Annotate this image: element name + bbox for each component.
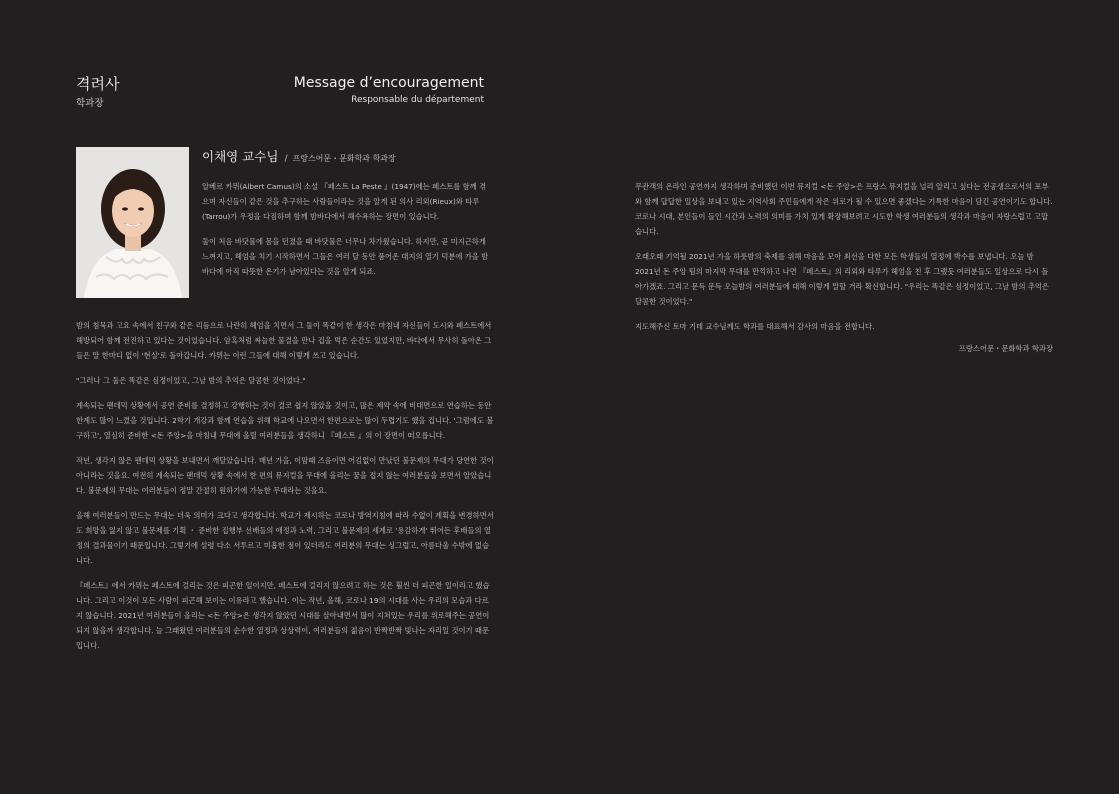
- paragraph: 무관객의 온라인 공연까지 생각하며 준비했던 이번 뮤지컬 <돈 주앙>은 프랑스 뮤지컬을 널리 알리고 싶다는 전공생으로서의 포부와 함께 답답한 일상을 보내고 있는 지역사회 주민들에게 작은 위로가 될 수 있으면 좋겠다는 기특한 마음이 담긴 공연이기도 합니다. 코로나 시대, 본인들이 들인 시간과 노력의 의미를 가치 있게 확장해보려고 시도한 학생 여러분들의 생각과 마음이 자랑스럽고 고맙습니다.: [635, 182, 1053, 236]
- section-title-french: Message d’encouragement: [293, 75, 484, 91]
- intro-text-block: [202, 179, 492, 289]
- paragraph: 밤의 침묵과 고요 속에서 친구와 같은 리듬으로 나란히 헤엄을 치면서 그 둘이 똑같이 한 생각은 마침내 자신들이 도시와 페스트에서 해방되어 함께 전진하고 있다는 것이었습니다. 암흑처럼 싸늘한 물결을 만나 겁을 먹은 순간도 있었지만, 바다에서 무사히 돌아온 그들은 말 한마디 없이 '현실'로 돌아갑니다. 카뮈는 이런 그들에 대해 이렇게 쓰고 있습니다.: [76, 321, 492, 360]
- portrait-illustration: [76, 147, 189, 298]
- author-name: 이채영 교수님: [202, 149, 279, 164]
- author-affiliation: 프랑스어문・문화학과 학과장: [292, 154, 396, 163]
- signature: 프랑스어문・문화학과 학과장: [958, 344, 1053, 353]
- section-subtitle-korean: 학과장: [76, 98, 104, 109]
- left-column-text: [76, 318, 494, 663]
- heading-separator: /: [284, 154, 288, 164]
- paragraph: 『페스트』에서 카뮈는 페스트에 걸리는 것은 피곤한 일이지만, 페스트에 걸리지 않으려고 하는 것은 훨씬 더 피곤한 일이라고 했습니다. 그리고 이것이 모든 사람이 피곤해 보이는 이유라고 했습니다. 이는 작년, 올해, 코로나 19의 시대를 사는 우리의 모습과 다르지 않습니다. 2021년 여러분들이 올리는 <돈 주앙>은 생각지 않았던 시대를 살아내면서 많이 지쳐있는 우리를 위로해주는 공연이 되지 않을까 생각합니다. 늘 그래왔던 여러분들의 순수한 열정과 상상력이, 여러분들의 젊음이 반짝반짝 빛나는 자리일 것이기 때문입니다.: [76, 581, 490, 650]
- quote-paragraph: "그러나 그 둘은 똑같은 심정이었고, 그날 밤의 추억은 달콤한 것이었다.": [76, 376, 306, 385]
- paragraph: 올해 여러분들이 만드는 무대는 더욱 의미가 크다고 생각합니다. 학교가 제시하는 코로나 방역지침에 따라 수없이 계획을 변경하면서도 희망을 잃지 않고 불문제를 기획 ・ 준비한 집행부 선배들의 애정과 노력, 그리고 불문제의 세계로 '용감하게' 뛰어든 후배들의 열정의 결과물이기 때문입니다. 그렇기에 설령 다소 서투르고 미흡한 점이 있더라도 여러분의 무대는 싱그럽고, 아름다울 수밖에 없습니다.: [76, 511, 494, 565]
- section-title-korean: 격려사: [76, 75, 120, 93]
- paragraph: 작년, 생각지 않은 팬데믹 상황을 보내면서 깨달았습니다. 매년 가을, 이맘때 즈음이면 어김없이 만났던 불문제의 무대가 당연한 것이 아니라는 것을요. 여전히 계속되는 팬데믹 상황 속에서 한 편의 뮤지컬을 무대에 올리는 꿈을 접지 않는 여러분들을 보면서 알았습니다. 불문제의 무대는 여러분들이 정말 간절히 원하기에 가능한 무대라는 것을요.: [76, 456, 494, 495]
- paragraph: 둘이 처음 바닷물에 몸을 던졌을 때 바닷물은 너무나 차가웠습니다. 하지만, 곧 미지근하게 느껴지고, 헤엄을 치기 시작하면서 그들은 여러 달 동안 품어온 대지의 열기 덕분에 가을 밤바다에 아직 따뜻한 온기가 남아있다는 것을 알게 되죠.: [202, 237, 489, 276]
- right-column-text: [635, 179, 1053, 354]
- author-portrait: [76, 147, 189, 298]
- section-subtitle-french: Responsable du département: [351, 95, 484, 105]
- paragraph: 계속되는 팬데믹 상황에서 공연 준비를 결정하고 강행하는 것이 결코 쉽지 않았을 것이고, 많은 제약 속에 비대면으로 연습하는 동안 한계도 많이 느꼈을 것입니다. 2학기 개강과 함께 연습을 위해 학교에 나오면서 한편으로는 많이 두렵기도 했을 겁니다. '그럼에도 불구하고', 열심히 준비한 <돈 주앙>을 마침내 무대에 올릴 여러분들을 생각하니 『페스트 』의 이 장면이 떠오릅니다.: [76, 401, 494, 440]
- author-heading: [202, 146, 396, 165]
- paragraph: 알베르 카뮈(Albert Camus)의 소설 『페스트 La Peste 』(1947)에는 페스트를 함께 겪으며 자신들이 같은 것을 추구하는 사람들이라는 것을 알게 된 의사 리외(Rieux)와 타루(Tarrou)가 우정을 다짐하며 함께 밤바다에서 해수욕하는 장면이 있습니다.: [202, 182, 487, 221]
- paragraph: 오래오래 기억될 2021년 가을 하룻밤의 축제를 위해 마음을 모아 최선을 다한 모든 학생들의 열정에 박수를 보냅니다. 오늘 밤 2021년 돈 주앙 팀의 마지막 무대를 만끽하고 나면 『페스트』의 리외와 타루가 헤엄을 친 후 그랬듯 여러분들도 일상으로 다시 돌아가겠죠. 그리고 문득 문득 오늘밤의 여러분들에 대해 이렇게 말할 거라 확신합니다. "우리는 똑같은 심정이었고, 그날 밤의 추억은 달콤한 것이었다.": [635, 252, 1049, 306]
- paragraph: 지도해주신 토마 기데 교수님께도 학과를 대표해서 감사의 마음을 전합니다.: [635, 322, 875, 331]
